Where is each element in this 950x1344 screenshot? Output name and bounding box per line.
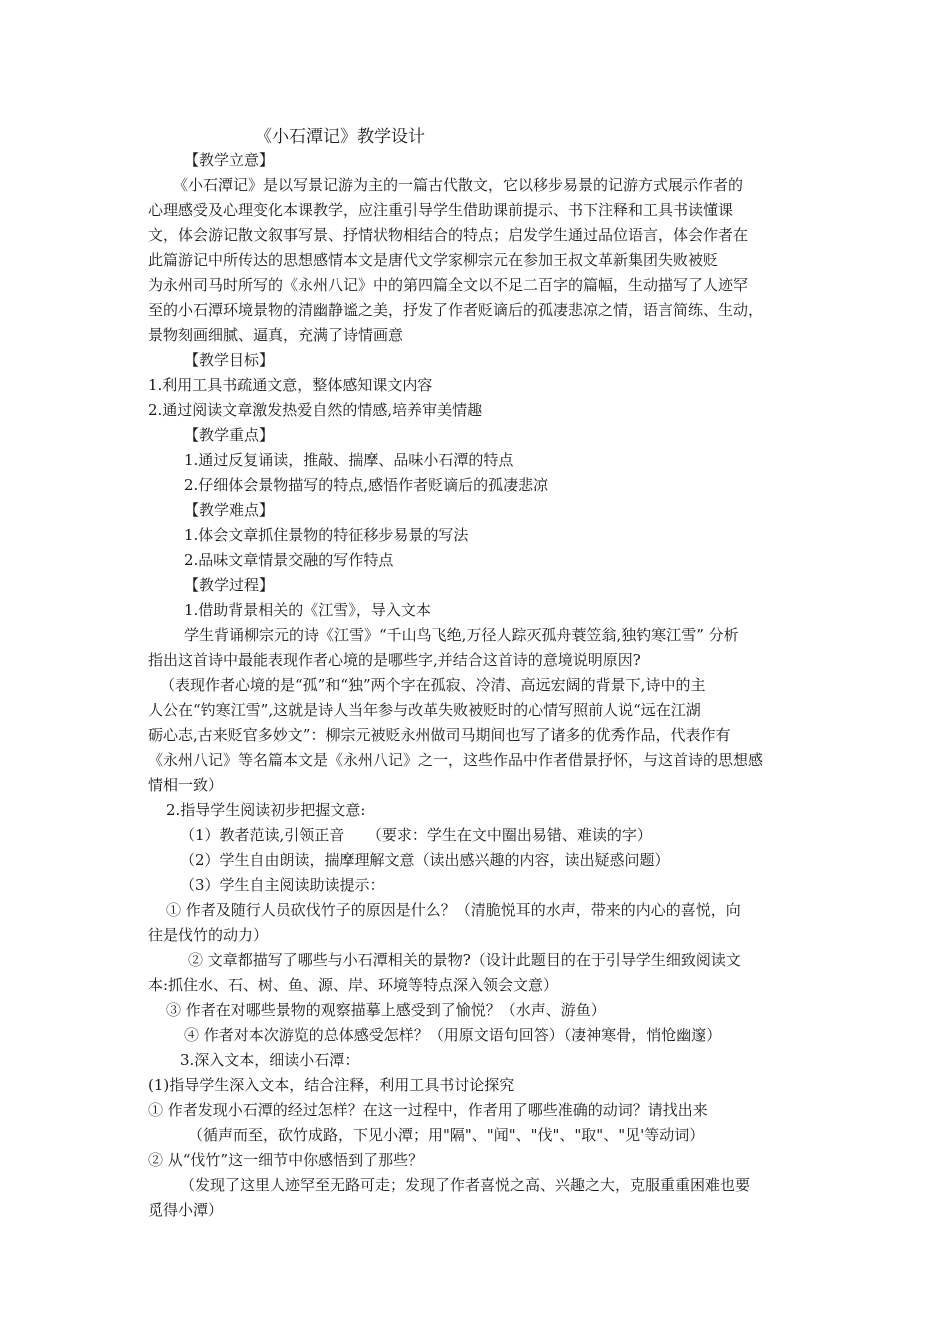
question-line: 往是伐竹的动力）	[148, 926, 269, 944]
paragraph-line: 《永州八记》等名篇本文是《永州八记》之一，这些作品中作者借景抒怀，与这首诗的思想感	[148, 751, 764, 769]
paragraph-line: 文，体会游记散文叙事写景、抒情状物相结合的特点；启发学生通过品位语言，体会作者在	[148, 226, 749, 244]
paragraph-line: 砺心志,古来贬官多妙文”：柳宗元被贬永州做司马期间也写了诸多的优秀作品，代表作有	[148, 726, 731, 744]
list-item: 1.通过反复诵读，推敲、揣摩、品味小石潭的特点	[184, 451, 514, 469]
answer-line: （发现了这里人迹罕至无路可走；发现了作者喜悦之高、兴趣之大，克服重重困难也要	[180, 1176, 751, 1194]
paragraph-line: 景物刻画细腻、逼真，充满了诗情画意	[148, 326, 404, 344]
question-line: ② 从“伐竹”这一细节中你感悟到了那些？	[148, 1151, 424, 1169]
section-heading-process: 【教学过程】	[184, 576, 275, 594]
list-item: （3）学生自主阅读助读提示：	[180, 876, 385, 894]
paragraph-line: （表现作者心境的是“孤”和“独”两个字在孤寂、冷清、高远宏阔的背景下,诗中的主	[160, 676, 706, 694]
list-item: 2.指导学生阅读初步把握文意:	[166, 801, 366, 819]
paragraph-line: 情相一致）	[148, 776, 224, 794]
answer-line: （循声而至，砍竹成路，下见小潭；用"隔"、"闻"、"伐"、"取"、"见'等动词）	[188, 1126, 705, 1144]
paragraph-line: 学生背诵柳宗元的诗《江雪》“千山鸟飞绝,万径人踪灭孤舟蓑笠翁,独钓寒江雪” 分析	[184, 626, 739, 644]
paragraph-line: 指出这首诗中最能表现作者心境的是哪些字,并结合这首诗的意境说明原因?	[148, 651, 641, 669]
list-item: 1.借助背景相关的《江雪》，导入文本	[184, 601, 431, 619]
answer-line: 觅得小潭）	[148, 1201, 224, 1219]
question-line: ④ 作者对本次游览的总体感受怎样？（用原文语句回答）（凄神寒骨，悄怆幽邃）	[184, 1026, 722, 1044]
list-item: 3.深入文本，细读小石潭：	[180, 1051, 360, 1069]
section-heading-difficulties: 【教学难点】	[184, 501, 275, 519]
paragraph-line: 《小石潭记》是以写景记游为主的一篇古代散文，它以移步易景的记游方式展示作者的	[173, 176, 744, 194]
list-item: （1）教者范读,引领正音 （要求：学生在文中圈出易错、难读的字）	[180, 826, 652, 844]
paragraph-line: 为永州司马时所写的《永州八记》中的第四篇全文以不足二百字的篇幅，生动描写了人迹罕	[148, 276, 749, 294]
paragraph-line: 至的小石潭环境景物的清幽静谧之美，抒发了作者贬谪后的孤凄悲凉之情，语言简练、生动，	[148, 301, 764, 319]
list-item: 2.通过阅读文章激发热爱自然的情感,培养审美情趣	[148, 401, 483, 419]
question-line: ③ 作者在对哪些景物的观察描摹上感受到了愉悦？（水声、游鱼）	[166, 1001, 606, 1019]
list-item: 1.体会文章抓住景物的特征移步易景的写法	[184, 526, 469, 544]
section-heading-intent: 【教学立意】	[184, 151, 275, 169]
question-line: ① 作者及随行人员砍伐竹子的原因是什么？（清脆悦耳的水声，带来的内心的喜悦，向	[166, 901, 741, 919]
list-item: （2）学生自由朗读，揣摩理解文意（读出感兴趣的内容，读出疑惑问题）	[180, 851, 670, 869]
document-body	[148, 148, 813, 1223]
list-item: 1.利用工具书疏通文意，整体感知课文内容	[148, 376, 433, 394]
section-heading-key-points: 【教学重点】	[184, 426, 275, 444]
list-item: (1)指导学生深入文本，结合注释，利用工具书讨论探究	[148, 1076, 515, 1094]
section-heading-goals: 【教学目标】	[184, 351, 275, 369]
list-item: 2.品味文章情景交融的写作特点	[184, 551, 394, 569]
question-line: 本:抓住水、石、树、鱼、源、岸、环境等特点深入领会文意）	[148, 976, 559, 994]
paragraph-line: 此篇游记中所传达的思想感情本文是唐代文学家柳宗元在参加王叔文革新集团失败被贬	[148, 251, 719, 269]
list-item: 2.仔细体会景物描写的特点,感悟作者贬谪后的孤凄悲凉	[184, 476, 549, 494]
document-title: 《小石潭记》教学设计	[255, 127, 425, 147]
paragraph-line: 人公在“钓寒江雪”,这就是诗人当年参与改革失败被贬时的心情写照前人说“远在江湖	[148, 701, 701, 719]
question-line: ② 文章都描写了哪些与小石潭相关的景物?（设计此题目的在于引导学生细致阅读文	[188, 951, 741, 969]
question-line: ① 作者发现小石潭的经过怎样？在这一过程中，作者用了哪些准确的动词？请找出来	[148, 1101, 708, 1119]
paragraph-line: 心理感受及心理变化本课教学，应注重引导学生借助课前提示、书下注释和工具书读懂课	[148, 201, 734, 219]
